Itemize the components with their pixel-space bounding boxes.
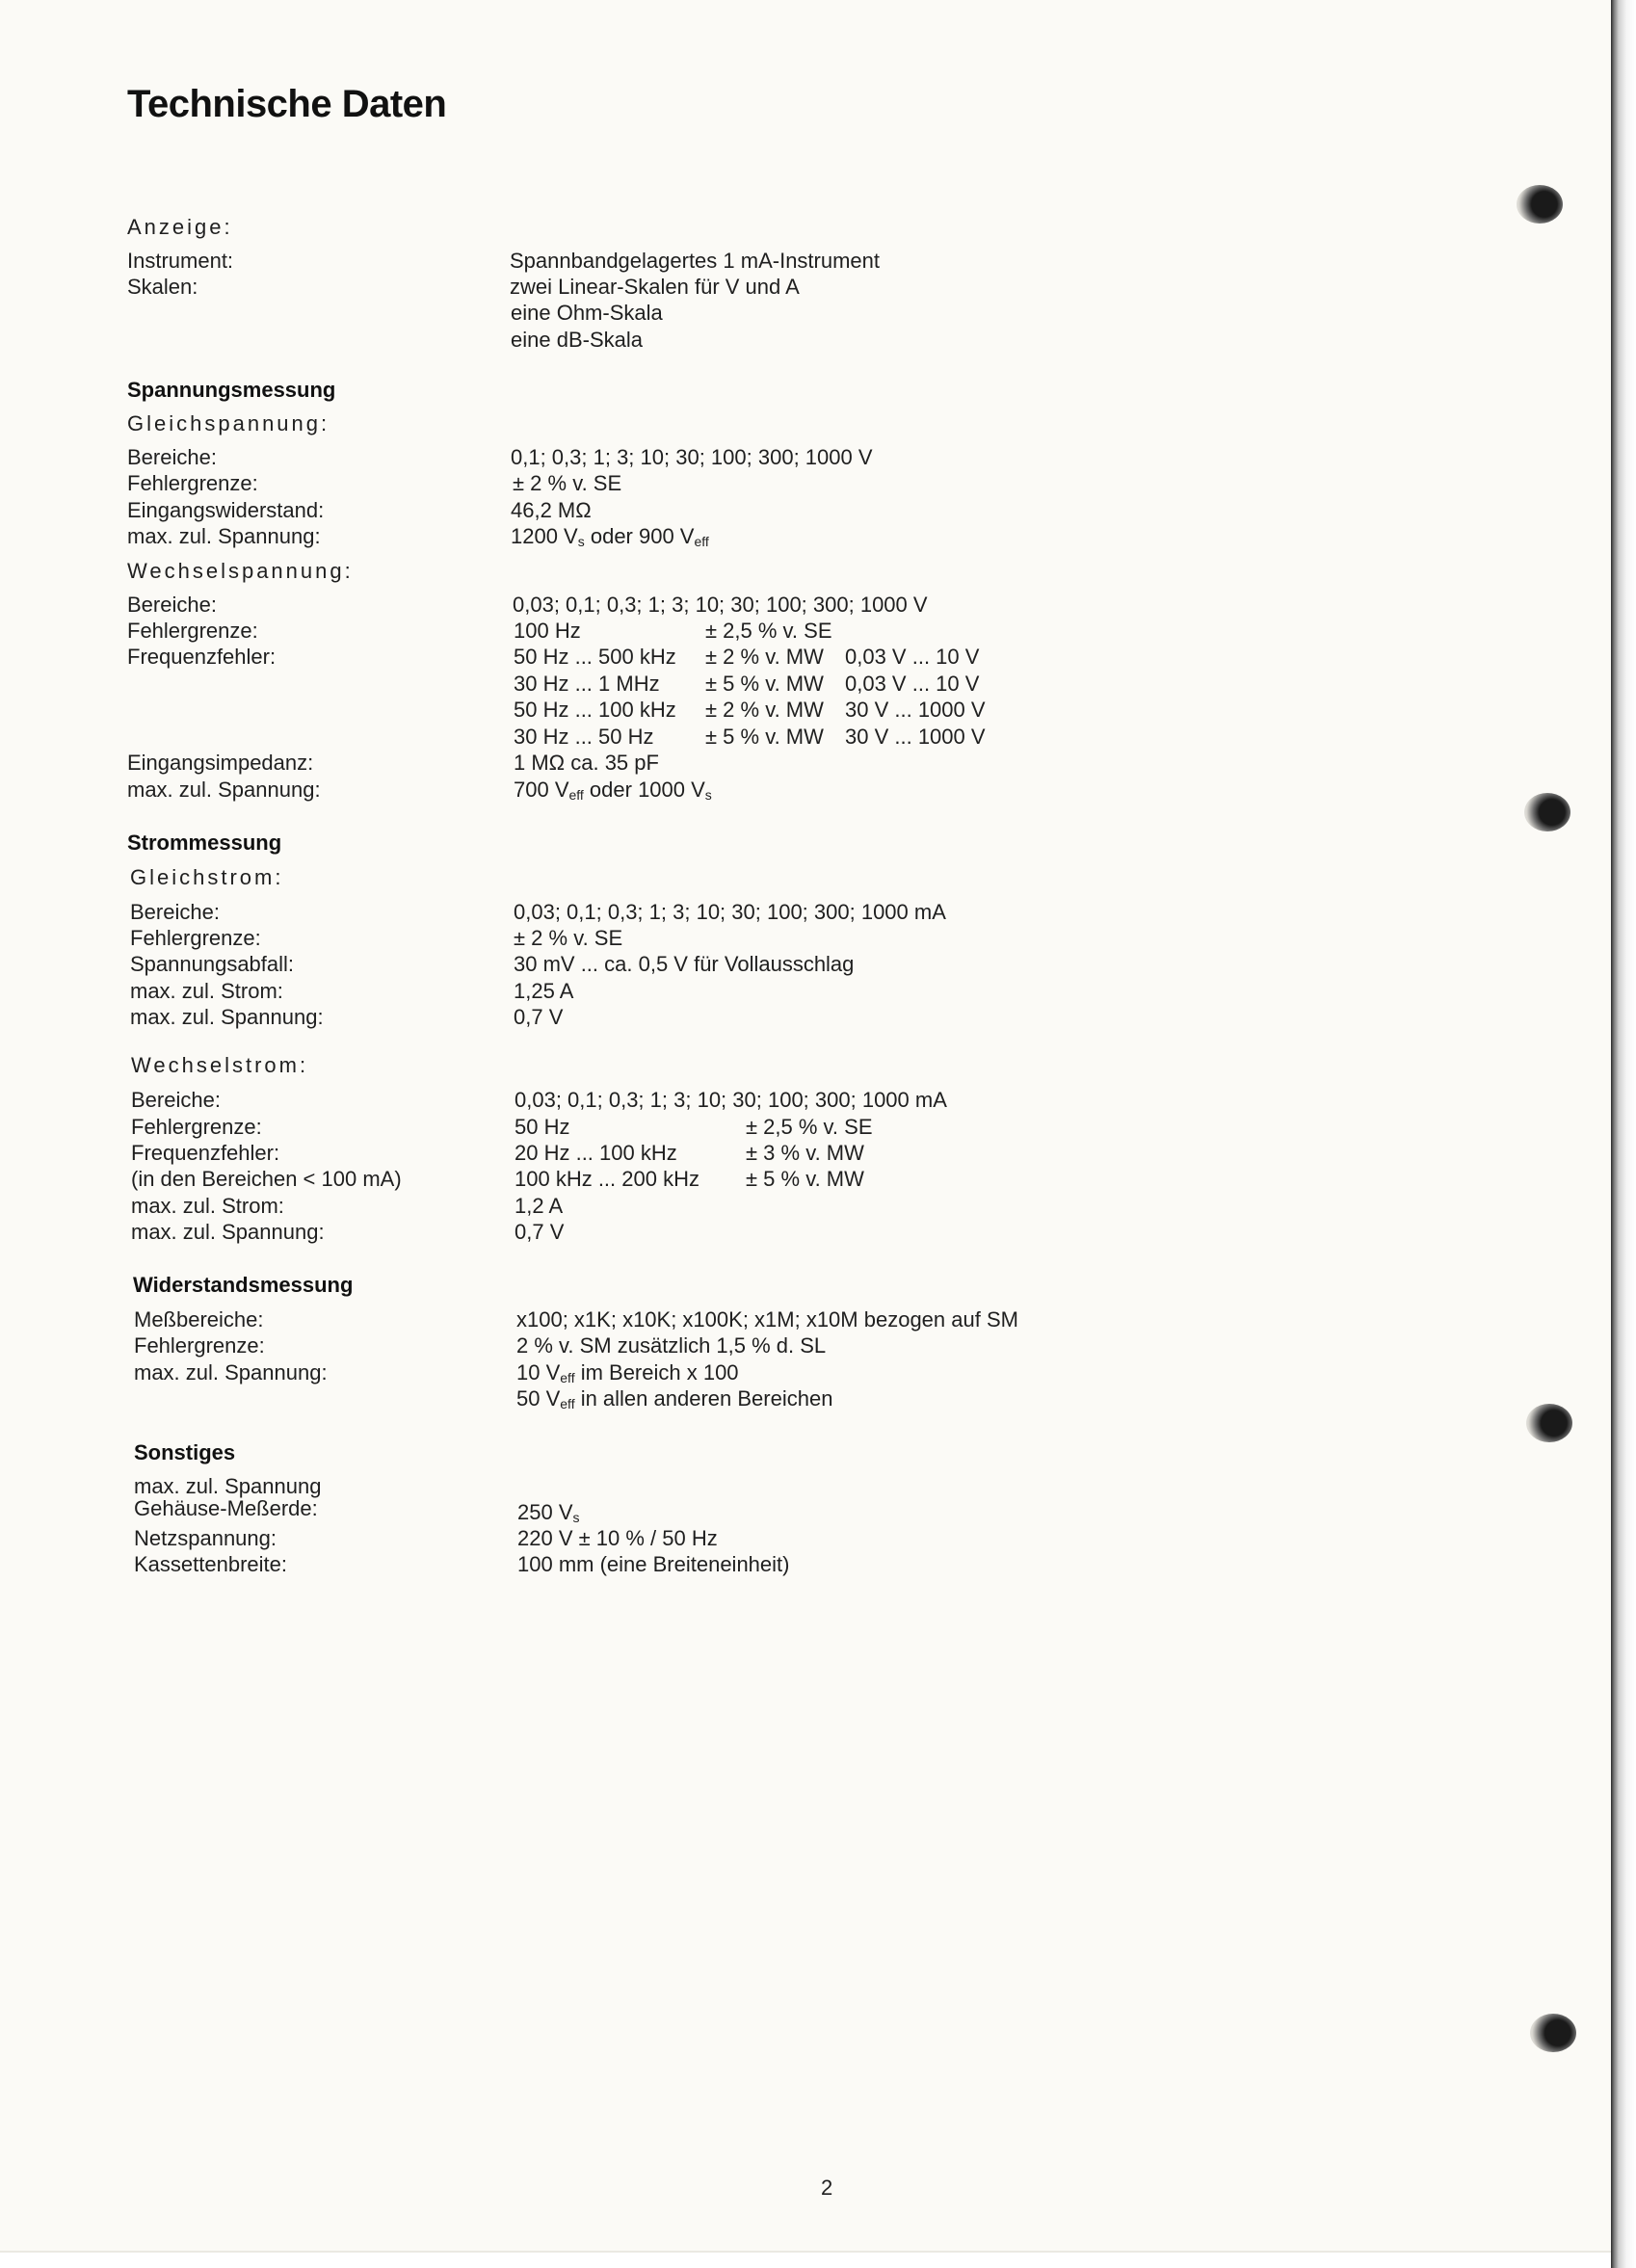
spec-label: Instrument: (127, 249, 234, 273)
spec-value: 1,25 A (514, 979, 574, 1003)
spec-row-r-fehler (134, 1332, 1097, 1359)
spec-value: 2 % v. SM zusätzlich 1,5 % d. SL (516, 1333, 827, 1358)
spec-label: max. zul. Spannung: (131, 1220, 325, 1244)
spec-label: Eingangsimpedanz: (127, 751, 314, 775)
spec-row-ws-freq-4 (127, 724, 1091, 751)
spec-value: 30 V ... 1000 V (845, 725, 986, 749)
spec-value: 0,03; 0,1; 0,3; 1; 3; 10; 30; 100; 300; 1000 V (513, 593, 928, 617)
spec-label: Bereiche: (127, 445, 217, 469)
spec-value: 0,1; 0,3; 1; 3; 10; 30; 100; 300; 1000 V (511, 445, 873, 469)
spec-label: max. zul. Spannung: (127, 778, 321, 802)
spec-row-gs-bereiche (127, 444, 1091, 471)
spec-value: 50 Hz ... 100 kHz (514, 698, 676, 722)
spec-value: ± 5 % v. MW (705, 725, 824, 749)
spec-value: 1200 $V_s$ oder 900 $V_{eff}$ (511, 524, 709, 549)
section-heading-strommessung: Strommessung (127, 831, 282, 855)
spec-row-wst-bereiche (131, 1087, 1095, 1114)
spec-label: Fehlergrenze: (134, 1333, 265, 1358)
spec-value: zwei Linear-Skalen für V und A (510, 275, 800, 299)
spec-value: ± 2,5 % v. SE (705, 619, 832, 643)
spec-value: 100 mm (eine Breiteneinheit) (517, 1552, 790, 1576)
spec-value: 30 V ... 1000 V (845, 698, 986, 722)
spec-value: 10 $V_{eff}$ im Bereich x 100 (516, 1360, 739, 1385)
spec-row-gst-fehler (130, 925, 1094, 952)
spec-value: eine Ohm-Skala (511, 301, 663, 325)
spec-value: 100 Hz (514, 619, 581, 643)
spec-row-skalen (127, 274, 1091, 301)
spec-label: Bereiche: (127, 593, 217, 617)
page-number: 2 (821, 2176, 833, 2200)
spec-value: ± 2 % v. SE (514, 926, 623, 950)
spec-row-wst-freq-1 (131, 1140, 1095, 1167)
spec-label: Fehlergrenze: (130, 926, 261, 950)
anzeige-heading: Anzeige: (127, 215, 233, 239)
spec-row-kassette (134, 1551, 1097, 1578)
spec-label: Netzspannung: (134, 1526, 277, 1550)
spec-row-wst-maxstrom (131, 1193, 1095, 1220)
spec-label: Frequenzfehler: (127, 645, 277, 669)
spec-row-r-max-1 (134, 1359, 1097, 1386)
spec-row-instrument (127, 248, 1091, 275)
spec-row-skalen-2 (127, 300, 1091, 327)
spec-row-ws-freq-1 (127, 644, 1091, 671)
spec-value: 700 $V_{eff}$ oder 1000 $V_s$ (514, 778, 712, 803)
punch-hole (1530, 2014, 1576, 2052)
spec-row-gehaeuse-2 (134, 1495, 1097, 1525)
spec-row-gst-maxspann (130, 1004, 1094, 1031)
spec-label: Kassettenbreite: (134, 1552, 287, 1576)
punch-hole (1524, 793, 1570, 831)
punch-hole (1517, 185, 1563, 224)
spec-value: 0,03; 0,1; 0,3; 1; 3; 10; 30; 100; 300; 1000 mA (515, 1088, 947, 1112)
spec-label: max. zul. Spannung (134, 1474, 322, 1498)
spec-value: 0,03 V ... 10 V (845, 645, 980, 669)
spec-value: 50 Hz (515, 1115, 570, 1139)
spec-label: Fehlergrenze: (131, 1115, 262, 1139)
spec-label: max. zul. Strom: (130, 979, 283, 1003)
section-heading-spannungsmessung: Spannungsmessung (127, 378, 336, 402)
spec-label: max. zul. Spannung: (134, 1360, 328, 1385)
spec-value: 30 Hz ... 50 Hz (514, 725, 654, 749)
spec-label: max. zul. Spannung: (130, 1005, 324, 1029)
spec-row-ws-bereiche (127, 592, 1091, 619)
spec-row-gst-abfall (130, 951, 1094, 978)
spec-value: ± 2 % v. MW (705, 645, 824, 669)
spec-value: ± 2 % v. MW (705, 698, 824, 722)
spec-row-gs-fehler (127, 470, 1091, 497)
spec-value: 46,2 MΩ (511, 498, 592, 522)
spec-value: 0,03 V ... 10 V (845, 672, 980, 696)
spec-value: 220 V ± 10 % / 50 Hz (517, 1526, 718, 1550)
spec-value: ± 2 % v. SE (513, 471, 622, 495)
spec-value: Spannbandgelagertes 1 mA-Instrument (510, 249, 881, 273)
spec-row-r-max-2 (134, 1385, 1097, 1412)
spec-row-wst-freq-2 (131, 1166, 1095, 1193)
spec-value: 250 $V_s$ (517, 1500, 580, 1525)
spec-row-skalen-3 (127, 327, 1091, 354)
wechselstrom-heading: Wechselstrom: (131, 1053, 309, 1077)
spec-label: Frequenzfehler: (131, 1141, 280, 1165)
spec-label: Skalen: (127, 275, 198, 299)
spec-row-ws-freq-3 (127, 697, 1091, 724)
spec-value: 1 MΩ ca. 35 pF (514, 751, 659, 775)
spec-label: Fehlergrenze: (127, 471, 258, 495)
section-heading-sonstiges: Sonstiges (134, 1440, 236, 1464)
section-heading-widerstandsmessung: Widerstandsmessung (133, 1273, 354, 1297)
spec-value: 50 $V_{eff}$ in allen anderen Bereichen (516, 1386, 833, 1411)
spec-value: ± 5 % v. MW (705, 672, 824, 696)
spec-row-ws-impedanz (127, 750, 1091, 777)
spec-value: 50 Hz ... 500 kHz (514, 645, 676, 669)
spec-label: Fehlergrenze: (127, 619, 258, 643)
spec-row-netz (134, 1525, 1097, 1552)
spec-label: Spannungsabfall: (130, 952, 295, 976)
spec-row-gst-maxstrom (130, 978, 1094, 1005)
spec-label: Gehäuse-Meßerde: (134, 1496, 318, 1520)
spec-value: eine dB-Skala (511, 328, 643, 352)
spec-value: 20 Hz ... 100 kHz (515, 1141, 677, 1165)
spec-row-wst-fehler (131, 1114, 1095, 1141)
spec-label: Bereiche: (131, 1088, 221, 1112)
spec-label: max. zul. Strom: (131, 1194, 284, 1218)
spec-label: (in den Bereichen < 100 mA) (131, 1167, 402, 1191)
spec-row-ws-fehler (127, 618, 1091, 645)
scan-edge (1611, 0, 1636, 2268)
spec-value: ± 2,5 % v. SE (746, 1115, 873, 1139)
spec-value: 0,03; 0,1; 0,3; 1; 3; 10; 30; 100; 300; 1000 mA (514, 900, 946, 924)
spec-row-gs-eingang (127, 497, 1091, 524)
spec-value: 100 kHz ... 200 kHz (515, 1167, 699, 1191)
punch-hole (1526, 1404, 1572, 1442)
gleichspannung-heading: Gleichspannung: (127, 411, 330, 435)
spec-label: Meßbereiche: (134, 1307, 264, 1332)
wechselspannung-heading: Wechselspannung: (127, 559, 354, 583)
spec-row-ws-freq-2 (127, 671, 1091, 698)
gleichstrom-heading: Gleichstrom: (130, 865, 284, 889)
spec-label: max. zul. Spannung: (127, 524, 321, 548)
spec-value: 1,2 A (515, 1194, 564, 1218)
spec-value: ± 5 % v. MW (746, 1167, 864, 1191)
spec-value: x100; x1K; x10K; x100K; x1M; x10M bezogen auf SM (516, 1307, 1018, 1332)
spec-value: 30 Hz ... 1 MHz (514, 672, 660, 696)
spec-row-ws-max (127, 777, 1091, 804)
spec-row-gst-bereiche (130, 899, 1094, 926)
spec-row-gs-max (127, 523, 1091, 550)
spec-value: 0,7 V (515, 1220, 565, 1244)
spec-value: ± 3 % v. MW (746, 1141, 864, 1165)
page-title: Technische Daten (127, 83, 447, 125)
spec-value: 0,7 V (514, 1005, 564, 1029)
spec-value: 30 mV ... ca. 0,5 V für Vollausschlag (514, 952, 855, 976)
spec-row-r-mess (134, 1306, 1097, 1333)
spec-row-wst-maxspann (131, 1219, 1095, 1246)
spec-label: Bereiche: (130, 900, 220, 924)
spec-label: Eingangswiderstand: (127, 498, 325, 522)
